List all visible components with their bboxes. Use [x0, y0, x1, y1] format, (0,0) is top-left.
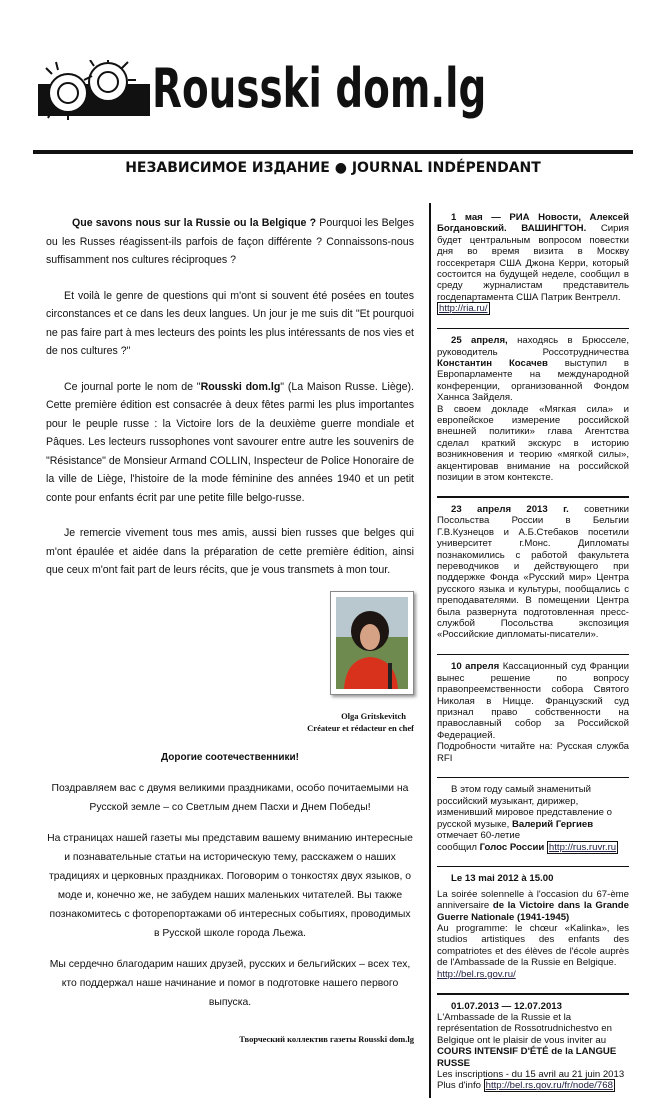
news-link[interactable]: http://bel.rs.gov.ru/: [437, 968, 516, 980]
news-text: Les inscriptions - du 15 avril au 21 juin 2013: [437, 1069, 625, 1080]
news-text: Кассационный суд Франции вынес решение по вопросу правопреемственности собора Святого Николая в Ницце. Французский суд признал право собственности на православный собор за Российской Федерацией.: [437, 661, 629, 741]
journal-name: Rousski dom.lg: [200, 380, 281, 393]
news-date: Le 13 mai 2012 à 15.00: [451, 873, 554, 885]
news-highlight: de la Victoire dans la Grande Guerre Nationale (1941-1945): [437, 900, 629, 923]
column-divider: [429, 203, 431, 1098]
news-person: Валерий Гергиев: [511, 818, 594, 830]
right-column: [437, 212, 629, 1092]
news-date: 01.07.2013 — 12.07.2013: [451, 1000, 562, 1012]
news-item-3: [437, 504, 629, 641]
greeting-heading: Дорогие соотечественники!: [161, 751, 299, 763]
greeting-paragraph-1: Поздравляем вас с двумя великими праздниками, особо почитаемыми на Русской земле – со Светлым днем Пасхи и Днем Победы!: [51, 782, 409, 813]
editorial-paragraph-1: [46, 214, 414, 270]
left-column: [46, 214, 414, 1044]
news-link[interactable]: http://rus.ruvr.ru: [548, 841, 617, 853]
news-text: сообщил: [437, 841, 480, 853]
masthead-rule: [33, 150, 633, 154]
news-link[interactable]: http://ria.ru/: [439, 303, 488, 315]
news-item-2: [437, 335, 629, 483]
news-separator: [437, 993, 629, 995]
editorial-lead: Que savons nous sur la Russie ou la Belgique ?: [72, 217, 317, 229]
news-date: 10 апреля: [451, 661, 500, 673]
logo-emblem: [38, 60, 150, 125]
news-item-4: [437, 661, 629, 764]
news-highlight: COURS INTENSIF D'ÉTÉ de la LANGUE RUSSE: [437, 1046, 617, 1069]
editor-name: Olga Gritskevitch: [341, 710, 406, 721]
signature: Творческий коллектив газеты Rousski dom.lg: [239, 1033, 414, 1044]
editorial-paragraph-3: [46, 378, 414, 508]
news-date: 25 апреля,: [451, 335, 508, 347]
editorial-text: " (La Maison Russe. Liège). Cette première édition est consacrée à deux fêtes parmi les plus importantes pour le peuple russe : la Victoire lors de la deuxième guerre mondiale et Pâques. Les lecteurs russophones vont savourer entre autre les souvenirs de "Résistance" de Monsieur Armand COLLIN, Inspecteur de Police Honoraire de la ville de Liège, l'histoire de la mode féminine des années 1940 et un petit conte pour enfants écrit par une petite fille belgo-russe.: [46, 380, 415, 504]
news-text: советники Посольства России в Бельгии Г.В.Кузнецов и А.Б.Стебаков посетили университет г.Монс. Дипломаты познакомились с работой факультета переводчиков и действующего при поддержке Фонда «Русский мир» Центра русского языка и культуры, пообщались с преподавателями. В помещении Центра была развернута подготовленная пресс-службой Посольства экспозиция «Российские дипломаты-писатели».: [437, 503, 629, 641]
news-text: отмечает 60-летие: [437, 830, 521, 842]
news-date: 23 апреля 2013 г.: [451, 503, 569, 515]
news-source: Голос России: [479, 841, 545, 853]
greeting-paragraph-2: На страницах нашей газеты мы представим вашему вниманию интересные и познавательные статьи на историческую тему, расскажем о наших традициях и церковных праздниках. Поговорим о тонкостях двух языков, о моде и, конечно же, не забудем наших маленьких читателей. Вы также познакомитесь с фоторепортажами об интересных событиях, проводимых в Русской школе города Льежа.: [47, 832, 413, 939]
news-link[interactable]: http://bel.rs.gov.ru/fr/node/768: [485, 1080, 613, 1092]
editorial-text: Pourquoi les Belges ou les Russes réagissent-ils parfois de façon différente ? Connaissons-nous suffisamment nos cultures réciproques ?: [46, 217, 414, 266]
masthead-subtitle: НЕЗАВИСИМОЕ ИЗДАНИЕ ● JOURNAL INDÉPENDANT: [125, 160, 541, 176]
news-separator: [437, 328, 629, 330]
news-item-5: [437, 784, 629, 852]
greeting-paragraph-3: Мы сердечно благодарим наших друзей, русских и бельгийских – всех тех, кто поддержал наше начинание и помог в подготовке нашего первого выпуска.: [49, 958, 411, 1008]
news-item-7: [437, 1001, 629, 1092]
news-text: В этом году самый знаменитый российский музыкант, дирижер, изменивший мировое представление о русской музыке,: [437, 784, 612, 830]
news-separator: [437, 654, 629, 656]
news-text: выступил в Европарламенте на международной конференции, организованной Фондом Ханнса Зайделя.: [437, 357, 629, 404]
news-text: В своем докладе «Мягкая сила» и европейское измерение российской внешней политики» глава Агентства сделал краткий экскурс в историю возникновения и теорию «мягкой силы», акцентировав внимание на российской позиции в этом контексте.: [437, 403, 629, 484]
news-separator: [437, 777, 629, 779]
editorial-text: Je remercie vivement tous mes amis, aussi bien russes que belges qui m'ont épaulée et aidée dans la préparation de cette première édition, ainsi que ceux m'ont fait part de leurs récits, que je vous transmets à mon tour.: [46, 527, 414, 576]
editorial-paragraph-2: [46, 287, 414, 361]
news-text: La soirée solennelle à l'occasion du 67-ème anniversaire: [437, 888, 629, 912]
news-text: находясь в Брюсселе, руководитель Россотрудничества: [437, 335, 629, 358]
news-text: Au programme: le chœur «Kalinka», les studios artistiques des enfants des compatriotes et des élèves de l'école auprès de l'Ambassade de la Russie en Belgique.: [437, 923, 629, 969]
news-separator: [437, 496, 629, 498]
editor-role: Créateur et rédacteur en chef: [307, 722, 414, 733]
news-item-1: [437, 212, 629, 315]
editorial-paragraph-4: [46, 524, 414, 580]
news-text: L'Ambassade de la Russie et la représentation de Rossotrudnichestvo en Belgique ont le plaisir de vous inviter au: [437, 1011, 612, 1046]
news-separator: [437, 866, 629, 868]
news-person: Константин Косачев: [437, 357, 548, 369]
news-item-6: [437, 873, 629, 980]
news-text: Сирия будет центральным вопросом повестки дня во время визита в Москву госсекретаря США Джона Керри, который состоится на будущей неделе, сообщил в среду журналистам представитель госдепартамента США Патрик Вентрелл.: [437, 223, 629, 303]
news-source: Подробности читайте на: Русская служба RFI: [437, 741, 629, 764]
news-text: Plus d'info: [437, 1080, 484, 1092]
editor-photo: [330, 591, 414, 695]
logo-wordmark: Rousski dom.lg: [152, 57, 487, 120]
editorial-text: Ce journal porte le nom de ": [64, 380, 201, 393]
news-headline: 1 мая — РИА Новости, Алексей Богдановский. ВАШИНГТОН.: [437, 212, 629, 235]
editorial-text: Et voilà le genre de questions qui m'ont si souvent été posées en toutes circonstances et ce dans les deux langues. Un jour je me suis dit "Et pourquoi ne pas faire part à mes lecteurs des points les plus intéressants de nos vies et de nos cultures ?": [46, 289, 414, 357]
editor-photo-block: [46, 591, 414, 734]
